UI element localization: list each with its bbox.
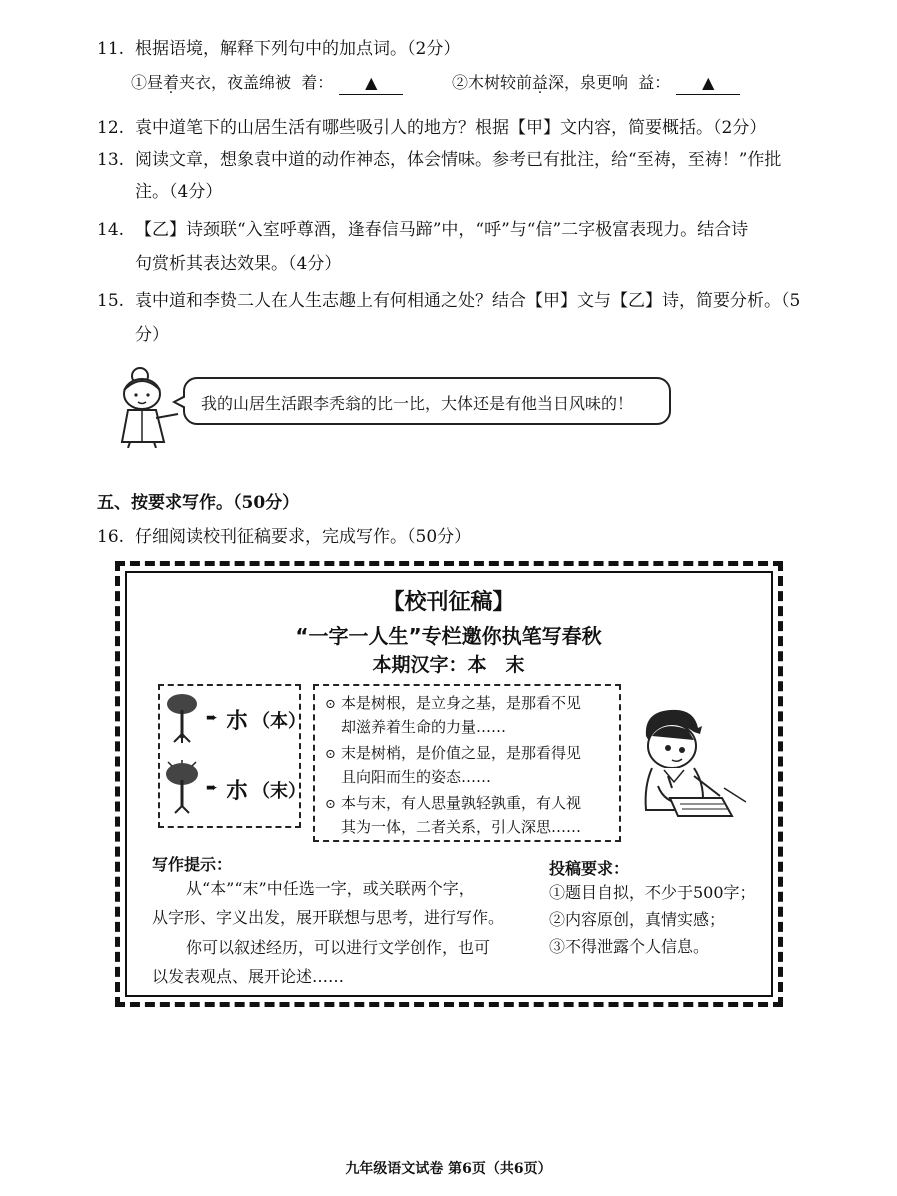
answer-blank[interactable]: ▲ — [676, 72, 740, 95]
question-16: 16. 仔细阅读校刊征稿要求，完成写作。（50分） — [97, 527, 472, 547]
glyph-row-mo — [160, 758, 306, 818]
requirement-item: ①题目自拟，不少于500字； — [549, 883, 756, 902]
bullet-icon: ⊙ — [325, 697, 336, 712]
question-15-cont: 分） — [135, 325, 169, 345]
poster-title: 【校刊征稿】 — [382, 590, 515, 615]
description-item: ⊙ 本与末，有人思量孰轻孰重，有人视 其为一体，二者关系，引人深思…… — [325, 794, 582, 836]
requirement-item: ③不得泄露个人信息。 — [549, 937, 710, 956]
description-box — [313, 684, 621, 842]
section-5-heading: 五、按要求写作。（50分） — [97, 493, 300, 513]
speech-bubble — [183, 377, 671, 425]
tree-crown-icon — [164, 760, 200, 816]
question-15: 15. 袁中道和李贽二人在人生志趣上有何相通之处？结合【甲】文与【乙】诗，简要分析。（5 — [97, 291, 801, 311]
modern-glyph: （本） — [252, 711, 306, 732]
tips-line: 以发表观点、展开论述…… — [152, 967, 345, 986]
seal-glyph: 朩 — [226, 708, 249, 734]
answer-blank[interactable]: ▲ — [339, 72, 403, 95]
requirement-item: ②内容原创，真情实感； — [549, 910, 726, 929]
bullet-icon: ⊙ — [325, 797, 336, 812]
arrow-icon: ➨ — [206, 710, 218, 726]
dotted-word: 着 — [163, 73, 180, 92]
bubble-text: 我的山居生活跟李秃翁的比一比，大体还是有他当日风味的！ — [201, 394, 634, 413]
tips-line: 从“本”“末”中任选一字，或关联两个字， — [186, 879, 475, 898]
question-text: 根据语境，解释下列句中的加点词。（2分） — [135, 39, 461, 59]
boy-writing-illustration — [624, 706, 746, 834]
tips-line: 从字形、字义出发，展开联想与思考，进行写作。 — [152, 908, 505, 927]
question-number: 11. — [97, 39, 125, 59]
bullet-icon: ⊙ — [325, 747, 336, 762]
q11-item-1: ①昼着夹衣，夜盖绵被 着： ▲ — [131, 72, 403, 95]
glyph-evolution-box — [158, 684, 306, 828]
question-14-cont: 句赏析其表达效果。（4分） — [135, 254, 342, 274]
tips-line: 你可以叙述经历，可以进行文学创作，也可 — [186, 938, 491, 957]
question-14: 14. 【乙】诗颈联“入室呼尊酒，逢春信马蹄”中，“呼”与“信”二字极富表现力。结合诗 — [97, 220, 749, 240]
glyph-row-ben — [160, 690, 306, 750]
tips-heading: 写作提示： — [152, 855, 233, 874]
dotted-word: 益 — [532, 73, 549, 92]
arrow-icon: ➨ — [206, 780, 218, 796]
modern-glyph: （末） — [252, 781, 306, 802]
poster-characters: 本期汉字：本 末 — [372, 654, 525, 676]
requirements-heading: 投稿要求： — [549, 859, 630, 878]
q11-item-2: ②木树较前益深，泉更响 益： ▲ — [452, 72, 740, 95]
question-13-cont: 注。（4分） — [135, 182, 223, 202]
seal-glyph: 朩 — [226, 778, 249, 804]
page-footer: 九年级语文试卷 第6页（共6页） — [345, 1161, 552, 1177]
tree-root-icon — [164, 692, 200, 744]
description-item: ⊙ 末是树梢，是价值之显，是那看得见 且向阳而生的姿态…… — [325, 744, 582, 786]
question-11 — [97, 38, 460, 60]
description-item: ⊙ 本是树根，是立身之基，是那看不见 却滋养着生命的力量…… — [325, 694, 582, 736]
question-12: 12. 袁中道笔下的山居生活有哪些吸引人的地方？根据【甲】文内容，简要概括。（2分） — [97, 118, 767, 138]
question-13: 13. 阅读文章，想象袁中道的动作神态，体会情味。参考已有批注，给“至祷，至祷！”作批 — [97, 150, 782, 170]
poster-subtitle: “一字一人生”专栏邀你执笔写春秋 — [295, 624, 602, 648]
